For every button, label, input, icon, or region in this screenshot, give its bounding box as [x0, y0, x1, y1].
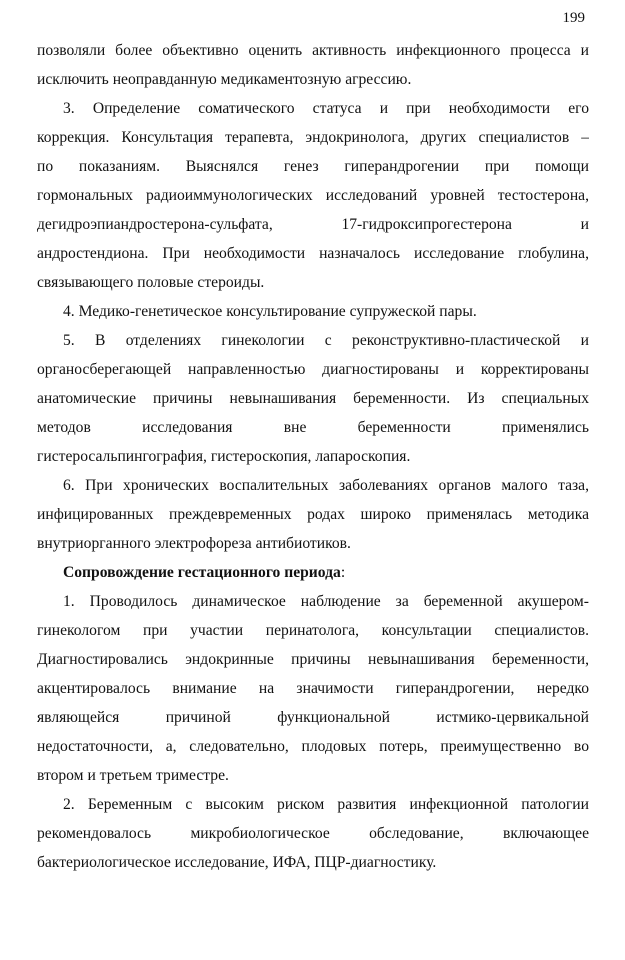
text-line: 1. Проводилось динамическое наблюдение за беременной акушером-: [63, 593, 589, 610]
text-line: втором и третьем триместре.: [37, 767, 229, 784]
text-line: коррекция. Консультация терапевта, эндокринолога, других специалистов –: [37, 129, 589, 146]
text-line: внутриорганного электрофореза антибиотиков.: [37, 535, 351, 552]
text-line: дегидроэпиандростерона-сульфата, 17-гидроксипрогестерона и: [37, 216, 589, 233]
page-number: 199: [562, 10, 585, 26]
text-line: связывающего половые стероиды.: [37, 274, 265, 291]
text-line: акцентировалось внимание на значимости гиперандрогении, нередко: [37, 680, 589, 697]
text-line: рекомендовалось микробиологическое обследование, включающее: [37, 825, 589, 842]
text-line: 6. При хронических воспалительных заболеваниях органов малого таза,: [63, 477, 589, 494]
text-line: бактериологическое исследование, ИФА, ПЦР-диагностику.: [37, 854, 437, 871]
text-line: гистеросальпингография, гистероскопия, лапароскопия.: [37, 448, 411, 465]
text-line: по показаниям. Выяснялся генез гиперандрогении при помощи: [37, 158, 589, 175]
text-line: гормональных радиоиммунологических исследований уровней тестостерона,: [37, 187, 589, 204]
text-line: 4. Медико-генетическое консультирование супружеской пары.: [63, 303, 477, 320]
text-line: Диагностировались эндокринные причины невынашивания беременности,: [37, 651, 589, 668]
text-line: являющейся причиной функциональной истмико-цервикальной: [37, 709, 589, 726]
section-heading-colon: :: [340, 564, 346, 581]
body-text: [37, 36, 589, 877]
section-heading-text: Сопровождение гестационного периода: [63, 564, 341, 581]
text-line: андростендиона. При необходимости назначалось исследование глобулина,: [37, 245, 589, 262]
text-line: исключить неоправданную медикаментозную агрессию.: [37, 71, 412, 88]
text-line: гинекологом при участии перинатолога, консультации специалистов.: [37, 622, 589, 639]
text-line: инфицированных преждевременных родах широко применялась методика: [37, 506, 589, 523]
text-line: методов исследования вне беременности применялись: [37, 419, 589, 436]
text-line: анатомические причины невынашивания беременности. Из специальных: [37, 390, 589, 407]
text-line: 5. В отделениях гинекологии с реконструктивно-пластической и: [63, 332, 589, 349]
text-line: органосберегающей направленностью диагностированы и корректированы: [37, 361, 589, 378]
text-line: позволяли более объективно оценить активность инфекционного процесса и: [37, 42, 589, 59]
section-heading: [37, 558, 589, 587]
text-line: недостаточности, а, следовательно, плодовых потерь, преимущественно во: [37, 738, 589, 755]
text-line: 2. Беременным с высоким риском развития инфекционной патологии: [63, 796, 589, 813]
text-line: 3. Определение соматического статуса и при необходимости его: [63, 100, 589, 117]
